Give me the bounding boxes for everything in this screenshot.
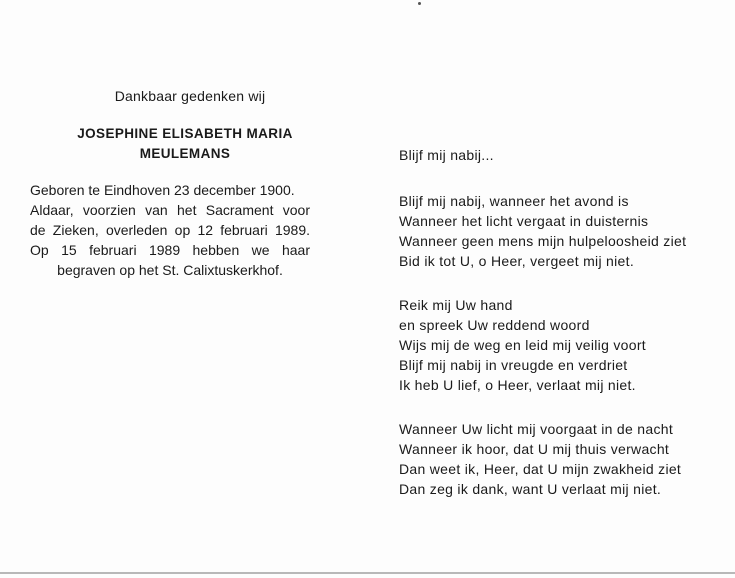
bio-line: Aldaar, voorzien van het Sacrament voor xyxy=(30,202,310,218)
poem-line: Blijf mij nabij, wanneer het avond is xyxy=(399,193,629,209)
bio-line: de Zieken, overleden op 12 februari 1989. xyxy=(30,222,310,238)
poem-line: Dan zeg ik dank, want U verlaat mij niet. xyxy=(399,481,662,497)
poem-line: Dan weet ik, Heer, dat U mijn zwakheid ziet xyxy=(399,461,682,477)
bio-line: begraven op het St. Calixtuskerkhof. xyxy=(57,262,283,278)
intro-text: Dankbaar gedenken wij xyxy=(114,88,266,104)
bio-line: Geboren te Eindhoven 23 december 1900. xyxy=(30,182,295,198)
poem-line: Reik mij Uw hand xyxy=(399,297,513,313)
bio-line: Op 15 februari 1989 hebben we haar xyxy=(30,242,310,258)
poem-line: Wijs mij de weg en leid mij veilig voort xyxy=(399,337,646,353)
poem-stanza-3 xyxy=(399,419,709,499)
biography xyxy=(30,180,310,280)
poem-line: Wanneer ik hoor, dat U mij thuis verwacht xyxy=(399,441,670,457)
poem-line: Wanneer het licht vergaat in duisternis xyxy=(399,213,649,229)
deceased-name xyxy=(30,124,340,164)
poem-line: en spreek Uw reddend woord xyxy=(399,317,590,333)
print-speck xyxy=(418,2,421,5)
poem-line: Blijf mij nabij in vreugde en verdriet xyxy=(399,357,628,373)
poem xyxy=(399,145,709,523)
poem-stanza-2 xyxy=(399,295,709,395)
poem-line: Wanneer geen mens mijn hulpeloosheid ziet xyxy=(399,233,687,249)
poem-stanza-1 xyxy=(399,191,709,271)
poem-line: Ik heb U lief, o Heer, verlaat mij niet. xyxy=(399,377,636,393)
poem-title: Blijf mij nabij... xyxy=(399,147,494,163)
name-line-2: MEULEMANS xyxy=(139,146,231,161)
poem-line: Wanneer Uw licht mij voorgaat in de nacht xyxy=(399,421,674,437)
name-line-1: JOSEPHINE ELISABETH MARIA xyxy=(77,126,293,141)
bottom-edge-line xyxy=(0,572,735,574)
poem-line: Bid ik tot U, o Heer, vergeet mij niet. xyxy=(399,253,635,269)
